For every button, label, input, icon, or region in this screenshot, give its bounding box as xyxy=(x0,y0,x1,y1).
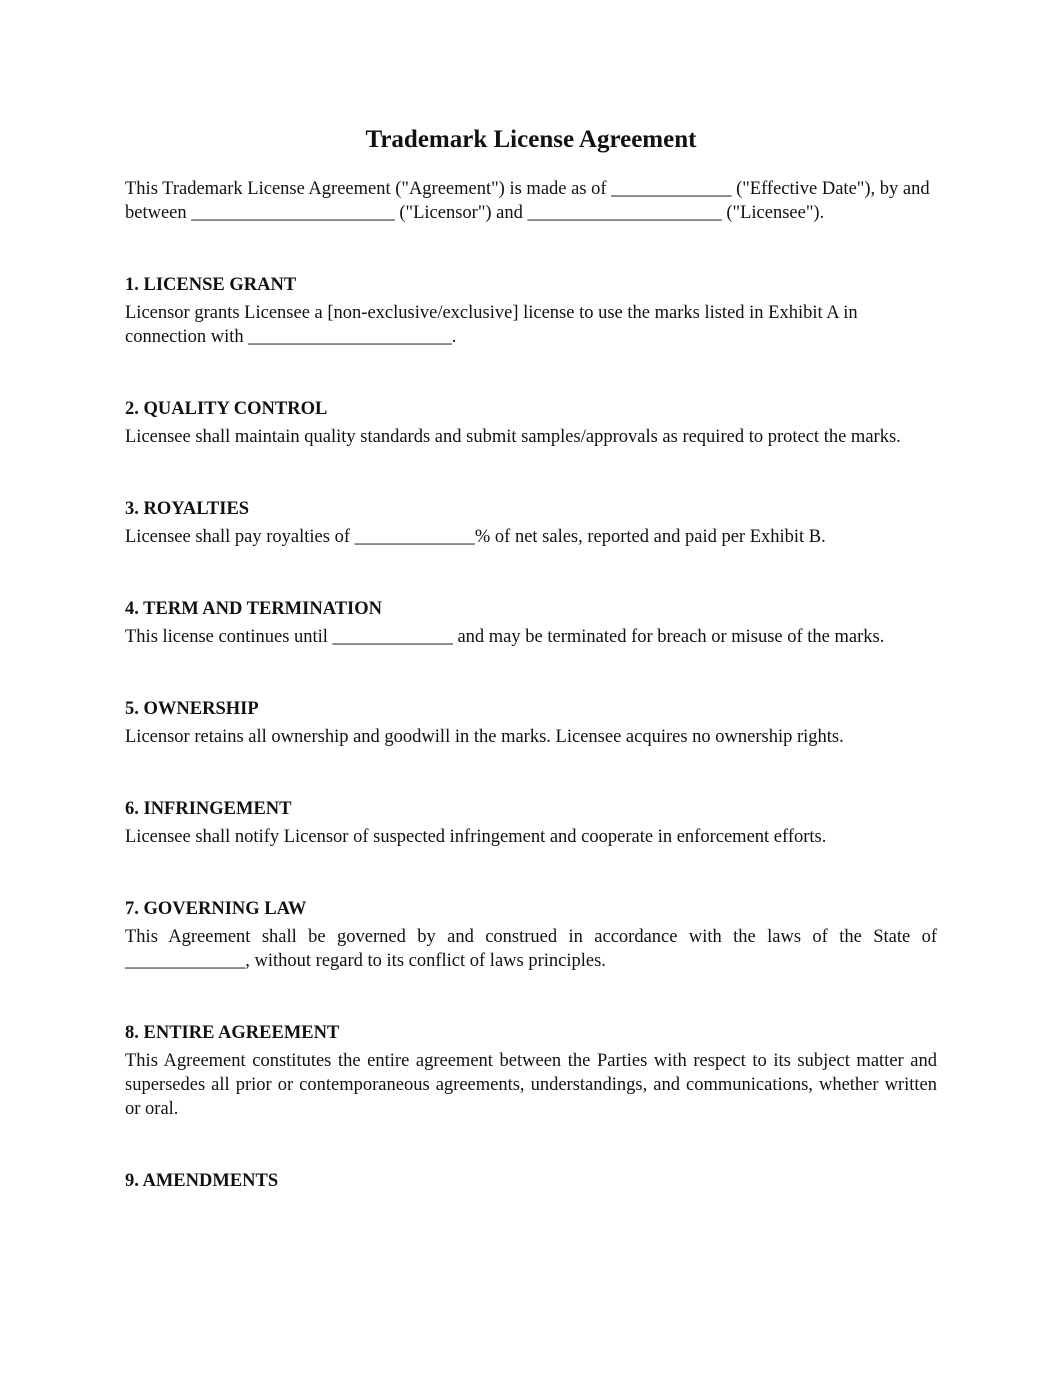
intro-paragraph: This Trademark License Agreement ("Agreement") is made as of _____________ ("Effective Date"), by and between ______________________ ("Licensor") and _____________________ ("Licensee"). xyxy=(125,179,930,223)
section-heading: 4. TERM AND TERMINATION xyxy=(125,599,382,619)
section-ownership xyxy=(125,697,937,749)
document-title: Trademark License Agreement xyxy=(365,126,697,153)
section-heading: 7. GOVERNING LAW xyxy=(125,899,307,919)
section-license-grant xyxy=(125,273,937,349)
section-heading: 5. OWNERSHIP xyxy=(125,699,259,719)
section-body: Licensee shall maintain quality standards and submit samples/approvals as required to protect the marks. xyxy=(125,427,901,447)
section-quality-control xyxy=(125,397,937,449)
section-body: Licensee shall notify Licensor of suspected infringement and cooperate in enforcement efforts. xyxy=(125,827,827,847)
section-heading: 1. LICENSE GRANT xyxy=(125,275,297,295)
section-body: This Agreement constitutes the entire agreement between the Parties with respect to its subject matter and supersedes all prior or contemporaneous agreements, understandings, and communications, whether written or oral. xyxy=(125,1051,937,1119)
section-heading: 3. ROYALTIES xyxy=(125,499,250,519)
section-body: Licensor retains all ownership and goodwill in the marks. Licensee acquires no ownership rights. xyxy=(125,727,844,747)
section-term-termination xyxy=(125,597,937,649)
section-infringement xyxy=(125,797,937,849)
section-body: Licensor grants Licensee a [non-exclusive/exclusive] license to use the marks listed in Exhibit A in connection with ______________________. xyxy=(125,303,858,347)
section-heading: 9. AMENDMENTS xyxy=(125,1171,279,1191)
section-body: Licensee shall pay royalties of _____________% of net sales, reported and paid per Exhibit B. xyxy=(125,527,826,547)
section-entire-agreement xyxy=(125,1021,937,1121)
document-content xyxy=(125,122,937,1241)
section-heading: 2. QUALITY CONTROL xyxy=(125,399,328,419)
section-royalties xyxy=(125,497,937,549)
section-governing-law xyxy=(125,897,937,973)
section-heading: 8. ENTIRE AGREEMENT xyxy=(125,1023,340,1043)
section-body: This Agreement shall be governed by and construed in accordance with the laws of the State of _____________, without regard to its conflict of laws principles. xyxy=(125,927,937,971)
section-body: This license continues until _____________ and may be terminated for breach or misuse of the marks. xyxy=(125,627,885,647)
section-heading: 6. INFRINGEMENT xyxy=(125,799,292,819)
section-amendments xyxy=(125,1169,937,1193)
